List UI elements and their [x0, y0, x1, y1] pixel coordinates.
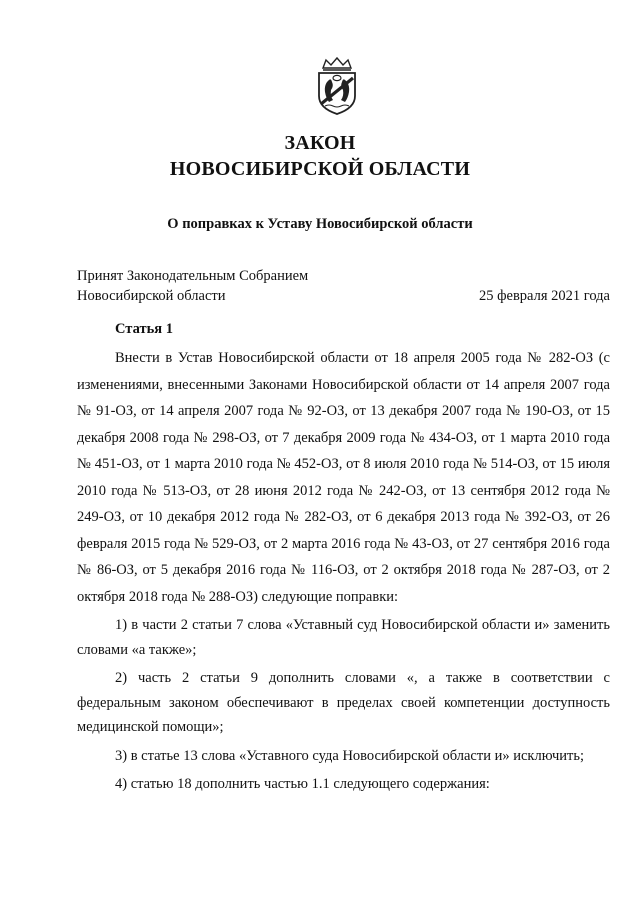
- amendment-item: 1) в части 2 статьи 7 слова «Уставный суд Новосибирской области и» заменить словами «а также»;: [77, 617, 610, 658]
- law-title: ЗАКОН: [284, 132, 356, 154]
- law-subtitle: О поправках к Уставу Новосибирской области: [167, 216, 473, 232]
- article-heading: Статья 1: [115, 321, 173, 337]
- article-body: [77, 317, 610, 801]
- amendment-item: 4) статью 18 дополнить частью 1.1 следующего содержания:: [115, 776, 490, 792]
- article-intro-paragraph: Внести в Устав Новосибирской области от 18 апреля 2005 года № 282-ОЗ (с изменениями, внесенными Законами Новосибирской области от 14 апреля 2007 года № 91-ОЗ, от 14 апреля 2007 года № 92-ОЗ, от 13 декабря 2007 года № 190-ОЗ, от 15 декабря 2008 года № 298-ОЗ, от 7 декабря 2009 года № 434-ОЗ, от 1 марта 2010 года № 451-ОЗ, от 1 марта 2010 года № 452-ОЗ, от 8 июля 2010 года № 514-ОЗ, от 15 июля 2010 года № 513-ОЗ, от 28 июня 2012 года № 242-ОЗ, от 13 сентября 2012 года № 249-ОЗ, от 10 декабря 2012 года № 282-ОЗ, от 6 декабря 2013 года № 392-ОЗ, от 26 февраля 2015 года № 529-ОЗ, от 2 марта 2016 года № 43-ОЗ, от 27 сентября 2016 года № 86-ОЗ, от 5 декабря 2016 года № 116-ОЗ, от 2 октября 2018 года № 287-ОЗ, от 2 октября 2018 года № 288-ОЗ) следующие поправки:: [77, 350, 610, 605]
- amendment-item: 3) в статье 13 слова «Уставного суда Новосибирской области и» исключить;: [115, 747, 585, 764]
- adoption-block: [77, 266, 610, 306]
- adopted-by-line2: Новосибирской области: [77, 288, 226, 304]
- law-region-title: НОВОСИБИРСКОЙ ОБЛАСТИ: [169, 158, 471, 180]
- adoption-date: 25 февраля 2021 года: [478, 288, 610, 304]
- amendment-item: 2) часть 2 статьи 9 дополнить словами «, а также в соответствии с федеральным законом обеспечивают в пределах своей компетенции доступность медицинской помощи»;: [77, 670, 610, 735]
- novosibirsk-coat-of-arms-icon: [313, 56, 361, 116]
- adopted-by-line1: Принят Законодательным Собранием: [77, 268, 309, 284]
